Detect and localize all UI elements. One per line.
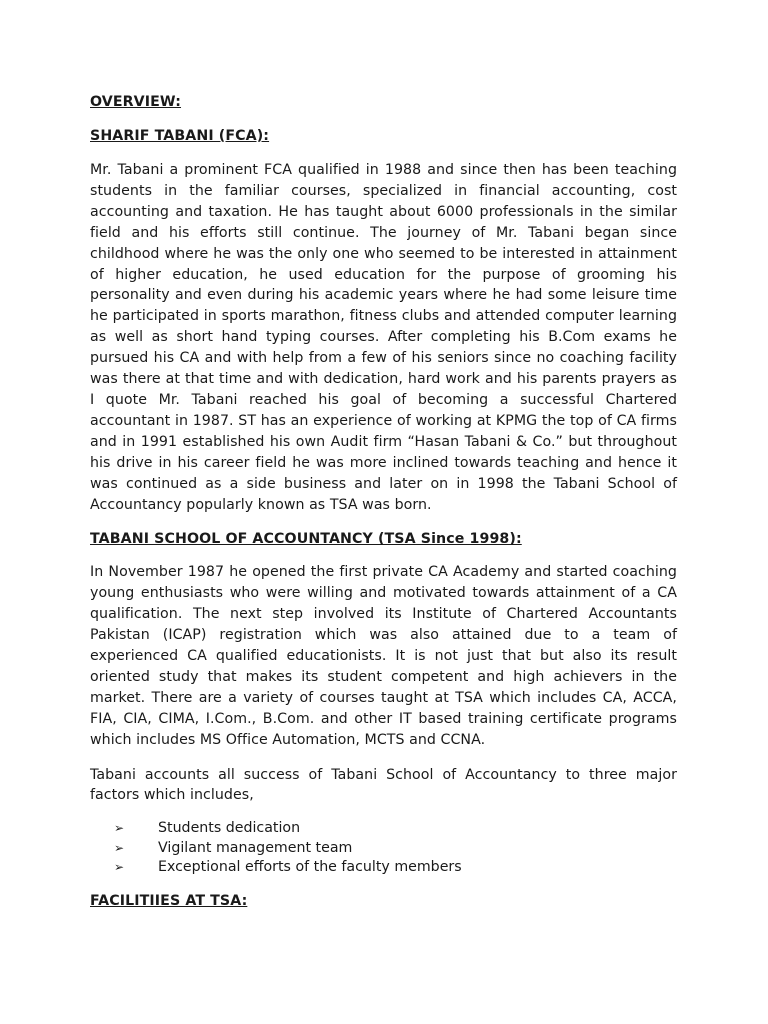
overview-heading: OVERVIEW:	[90, 94, 182, 110]
arrow-bullet-icon: ➢	[114, 821, 125, 836]
tsa-paragraph-1: In November 1987 he opened the first private CA Academy and started coaching young enthusiasts who were willing and motivated towards attainment of a CA qualification. The next step involved its Institute of Chartered Accountants Pakistan (ICAP) registration which was also attained due to a team of experienced CA qualified educationists. It is not just that but also its result oriented study that makes its student competent and high achievers in the market. There are a variety of courses taught at TSA which includes CA, ACCA, FIA, CIA, CIMA, I.Com., B.Com. and other IT based training certificate programs which includes MS Office Automation, MCTS and CCNA.	[90, 564, 677, 748]
list-item	[90, 858, 677, 878]
list-item	[90, 819, 677, 839]
document-page	[90, 92, 677, 911]
list-item-text: Vigilant management team	[158, 839, 353, 856]
tsa-paragraph-2: Tabani accounts all success of Tabani School of Accountancy to three major factors which includes,	[90, 766, 677, 804]
success-factors-list	[90, 819, 677, 878]
list-item-text: Students dedication	[158, 820, 301, 837]
list-item	[90, 839, 677, 859]
facilities-heading: FACILITIIES AT TSA:	[90, 892, 248, 909]
list-item-text: Exceptional efforts of the faculty members	[158, 859, 462, 876]
sharif-tabani-paragraph: Mr. Tabani a prominent FCA qualified in 1988 and since then has been teaching students in the familiar courses, specialized in financial accounting, cost accounting and taxation. He has taught about 6000 professionals in the similar field and his efforts still continue. The journey of Mr. Tabani began since childhood where he was the only one who seemed to be interested in attainment of higher education, he used education for the purpose of grooming his personality and even during his academic years where he had some leisure time he participated in sports marathon, fitness clubs and attended computer learning as well as short hand typing courses. After completing his B.Com exams he pursued his CA and with help from a few of his seniors since no coaching facility was there at that time and with dedication, hard work and his parents prayers as I quote Mr. Tabani reached his goal of becoming a successful Chartered accountant in 1987. ST has an experience of working at KPMG the top of CA firms and in 1991 established his own Audit firm “Hasan Tabani & Co.” but throughout his drive in his career field he was more inclined towards teaching and hence it was continued as a side business and later on in 1998 the Tabani School of Accountancy popularly known as TSA was born.	[90, 162, 677, 513]
sharif-tabani-heading: SHARIF TABANI (FCA):	[90, 128, 270, 144]
arrow-bullet-icon: ➢	[114, 840, 125, 855]
arrow-bullet-icon: ➢	[114, 860, 125, 875]
tsa-heading: TABANI SCHOOL OF ACCOUNTANCY (TSA Since 1998):	[90, 531, 522, 548]
